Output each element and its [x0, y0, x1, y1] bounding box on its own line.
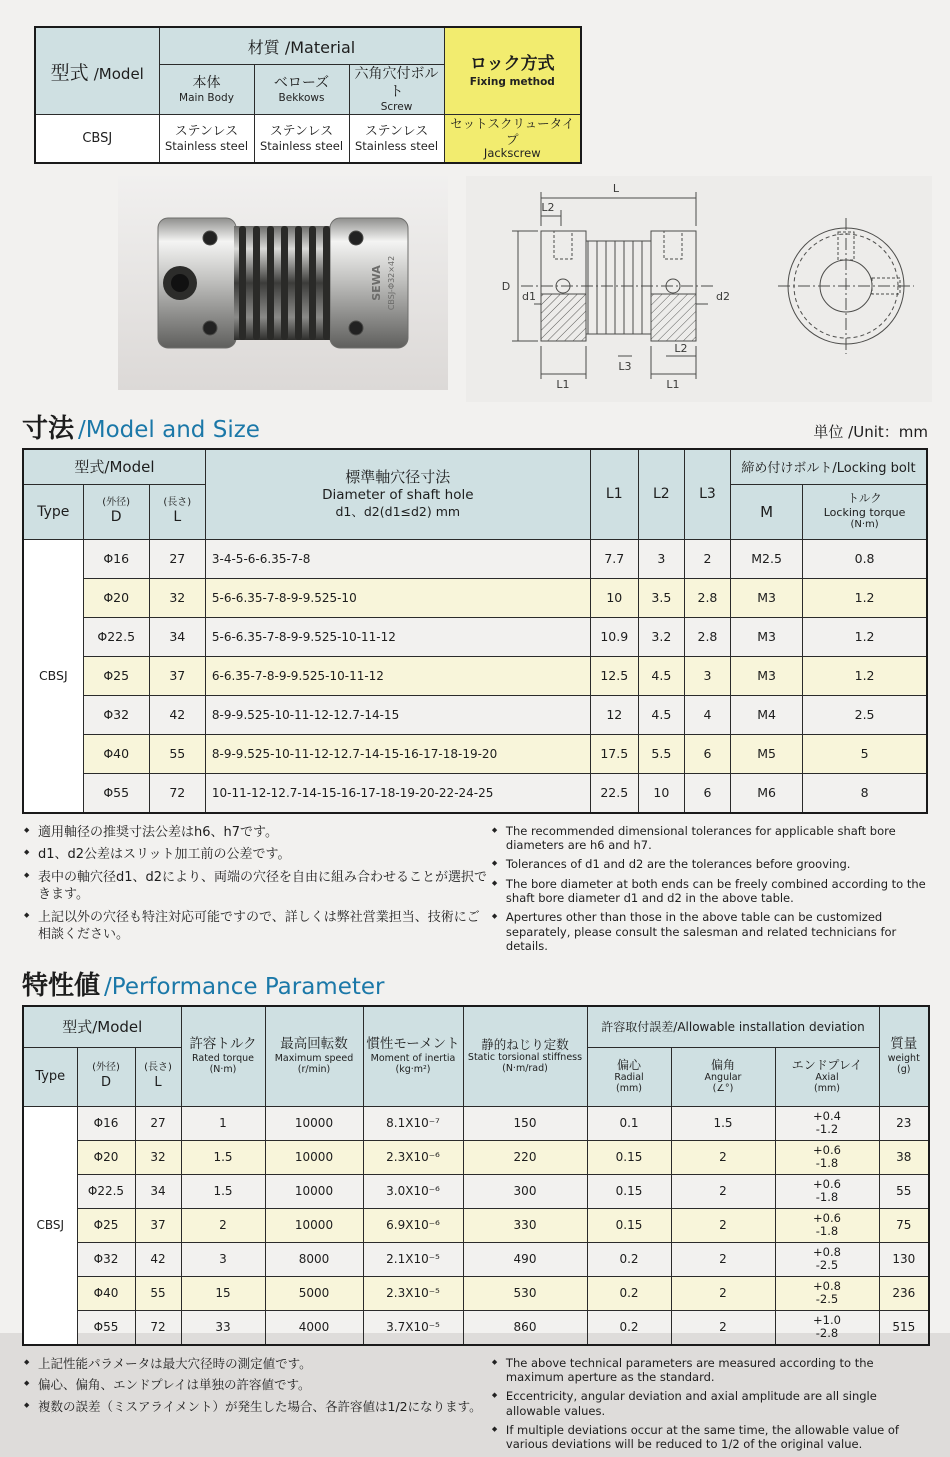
- cell-radial: 0.2: [587, 1310, 671, 1345]
- m-header: M: [731, 484, 803, 539]
- note-item: ◆ The bore diameter at both ends can be freely combined according to the shaft bore diameter d1 and d2 in the above table.: [492, 877, 926, 906]
- table-row: [23, 734, 927, 773]
- cell-angular: 2: [671, 1174, 775, 1208]
- cell-axial: +0.6 -1.8: [775, 1140, 879, 1174]
- table-row: [23, 449, 927, 485]
- cell-d: Φ16: [77, 1106, 135, 1140]
- cell-stiffness: 220: [463, 1140, 587, 1174]
- cell-m: M3: [731, 656, 803, 695]
- dim-L3: L3: [618, 359, 632, 373]
- cell-l: 34: [149, 617, 205, 656]
- cell-l3: 6: [684, 734, 730, 773]
- cell-m: M2.5: [731, 539, 803, 578]
- material-table: [34, 26, 582, 164]
- cell-max-speed: 10000: [265, 1174, 363, 1208]
- model-header: [35, 27, 159, 115]
- table-row: [35, 115, 581, 163]
- note-item: ◆ d1、d2公差はスリット加工前の公差です。: [24, 846, 492, 864]
- cell-l: 32: [149, 578, 205, 617]
- cell-axial: +0.6 -1.8: [775, 1208, 879, 1242]
- cell-max-speed: 10000: [265, 1106, 363, 1140]
- cell-l2: 3: [638, 539, 684, 578]
- cell-m: M3: [731, 617, 803, 656]
- perf-notes-en: [492, 1356, 926, 1457]
- cell-d: Φ55: [77, 1310, 135, 1345]
- unit-label: 単位 /Unit：mm: [813, 422, 928, 441]
- cell-radial: 0.15: [587, 1208, 671, 1242]
- cell-rated-torque: 33: [181, 1310, 265, 1345]
- cell-m: M4: [731, 695, 803, 734]
- engraving-model: CBSJ-Φ32×42: [387, 255, 396, 310]
- size-table: [22, 448, 928, 814]
- cell-stiffness: 150: [463, 1106, 587, 1140]
- cell-l3: 3: [684, 656, 730, 695]
- cell-torque: 0.8: [803, 539, 927, 578]
- stiffness-header: 静的ねじり定数 Static torsional stiffness (N·m/rad): [463, 1006, 587, 1107]
- cell-l3: 4: [684, 695, 730, 734]
- axial-header: エンドプレイ Axial (mm): [775, 1047, 879, 1106]
- cell-max-speed: 4000: [265, 1310, 363, 1345]
- cell-bores: 5-6-6.35-7-8-9-9.525-10: [205, 578, 590, 617]
- table-row: [23, 539, 927, 578]
- technical-drawing: [466, 176, 932, 402]
- dim-d1: d1: [522, 289, 536, 303]
- cell-d: Φ20: [83, 578, 149, 617]
- table-row: [23, 773, 927, 813]
- cell-radial: 0.15: [587, 1174, 671, 1208]
- axial-plus: +0.4: [813, 1108, 841, 1123]
- fixing-header-en: Fixing method: [469, 75, 555, 88]
- table-row: [23, 1310, 929, 1345]
- table-row: [23, 578, 927, 617]
- cell-weight: 38: [879, 1140, 929, 1174]
- angular-header: 偏角 Angular (∠°): [671, 1047, 775, 1106]
- type-header: Type: [23, 484, 83, 539]
- perf-section-header: [22, 970, 928, 1001]
- cell-l1: 7.7: [590, 539, 638, 578]
- rated-torque-header: 許容トルク Rated torque (N·m): [181, 1006, 265, 1107]
- weight-header: 質量 weight (g): [879, 1006, 929, 1107]
- cell-l: 32: [135, 1140, 181, 1174]
- cell-radial: 0.1: [587, 1106, 671, 1140]
- cell-torque: 8: [803, 773, 927, 813]
- inertia-header: 慣性モーメント Moment of inertia (kg·m²): [363, 1006, 463, 1107]
- cell-bores: 3-4-5-6-6.35-7-8: [205, 539, 590, 578]
- cell-radial: 0.15: [587, 1140, 671, 1174]
- cell-inertia: 6.9X10⁻⁶: [363, 1208, 463, 1242]
- cell-l1: 17.5: [590, 734, 638, 773]
- cell-l: 55: [135, 1276, 181, 1310]
- d-header: (外径) D: [83, 484, 149, 539]
- cell-weight: 130: [879, 1242, 929, 1276]
- cell-rated-torque: 3: [181, 1242, 265, 1276]
- cell-l: 37: [149, 656, 205, 695]
- product-photo: [118, 176, 448, 390]
- cell-max-speed: 8000: [265, 1242, 363, 1276]
- perf-notes: [24, 1356, 926, 1457]
- cell-stiffness: 490: [463, 1242, 587, 1276]
- note-item: ◆ Eccentricity, angular deviation and axial amplitude are all single allowable values.: [492, 1389, 926, 1418]
- cell-axial: +0.8 -2.5: [775, 1276, 879, 1310]
- cell-l2: 3.2: [638, 617, 684, 656]
- size-title-en: /Model and Size: [78, 416, 260, 443]
- note-item: ◆ 複数の誤差（ミスアライメント）が発生した場合、各許容値は1/2になります。: [24, 1399, 492, 1416]
- cell-angular: 1.5: [671, 1106, 775, 1140]
- size-notes-jp: [24, 824, 492, 959]
- cell-max-speed: 5000: [265, 1276, 363, 1310]
- cell-stiffness: 330: [463, 1208, 587, 1242]
- perf-notes-jp: [24, 1356, 492, 1457]
- cell-rated-torque: 2: [181, 1208, 265, 1242]
- cell-angular: 2: [671, 1208, 775, 1242]
- model-group-header: 型式/Model: [23, 1006, 181, 1048]
- cell-bores: 6-6.35-7-8-9-9.525-10-11-12: [205, 656, 590, 695]
- model-header-jp: 型式: [50, 61, 89, 84]
- l1-header: L1: [590, 449, 638, 540]
- col-screw: 六角穴付ボルト Screw: [349, 65, 444, 115]
- perf-section-title: [22, 970, 385, 1001]
- cell-l3: 2.8: [684, 617, 730, 656]
- cell-inertia: 3.7X10⁻⁵: [363, 1310, 463, 1345]
- cell-radial: 0.2: [587, 1276, 671, 1310]
- axial-minus: -1.2: [815, 1122, 839, 1137]
- cell-stiffness: 300: [463, 1174, 587, 1208]
- cell-l: 27: [149, 539, 205, 578]
- bore-header: 標準軸穴径寸法 Diameter of shaft hole d1、d2(d1≤d2) mm: [205, 449, 590, 540]
- table-row: [23, 695, 927, 734]
- size-section-title: [22, 413, 260, 444]
- cell-weight: 236: [879, 1276, 929, 1310]
- table-row: [23, 1174, 929, 1208]
- note-item: ◆ Tolerances of d1 and d2 are the tolerances before grooving.: [492, 857, 926, 871]
- cell-torque: 2.5: [803, 695, 927, 734]
- table-row: [23, 656, 927, 695]
- cell-bores: 8-9-9.525-10-11-12-12.7-14-15: [205, 695, 590, 734]
- dim-L: L: [612, 181, 620, 195]
- cell-max-speed: 10000: [265, 1208, 363, 1242]
- material-bellows: ステンレス Stainless steel: [254, 115, 349, 163]
- cell-d: Φ25: [77, 1208, 135, 1242]
- dim-D: D: [501, 279, 511, 293]
- cell-rated-torque: 1: [181, 1106, 265, 1140]
- note-item: ◆ If multiple deviations occur at the same time, the allowable value of various deviations will be reduced to 1/2 of the original value.: [492, 1423, 926, 1452]
- engraving-brand: SEWA: [370, 264, 383, 301]
- perf-title-jp: 特性値: [22, 970, 101, 1001]
- fixing-header-jp: ロック方式: [469, 54, 555, 75]
- model-header-en: /Model: [93, 64, 144, 83]
- dim-d2: d2: [716, 289, 730, 303]
- cell-l: 72: [149, 773, 205, 813]
- cell-l2: 5.5: [638, 734, 684, 773]
- note-item: ◆ 上記以外の穴径も特注対応可能ですので、詳しくは弊社営業担当、技術にご相談ください。: [24, 909, 492, 944]
- cell-inertia: 8.1X10⁻⁷: [363, 1106, 463, 1140]
- d-header: (外径) D: [77, 1047, 135, 1106]
- note-item: ◆ 上記性能パラメータは最大穴径時の測定値です。: [24, 1356, 492, 1373]
- note-item: ◆ 表中の軸穴径d1、d2により、両端の穴径を自由に組み合わせることが選択できます。: [24, 869, 492, 904]
- cell-l: 34: [135, 1174, 181, 1208]
- radial-header: 偏心 Radial (mm): [587, 1047, 671, 1106]
- cell-l: 55: [149, 734, 205, 773]
- fixing-method-header: [444, 27, 581, 115]
- type-value: CBSJ: [23, 539, 83, 813]
- cell-d: Φ32: [83, 695, 149, 734]
- note-item: ◆ The above technical parameters are measured according to the maximum aperture as the standard.: [492, 1356, 926, 1385]
- dim-L1-right: L1: [666, 377, 680, 391]
- cell-weight: 23: [879, 1106, 929, 1140]
- cell-d: Φ20: [77, 1140, 135, 1174]
- size-notes-en: [492, 824, 926, 959]
- cell-l3: 6: [684, 773, 730, 813]
- cell-weight: 515: [879, 1310, 929, 1345]
- cell-axial: +0.6 -1.8: [775, 1174, 879, 1208]
- cell-stiffness: 860: [463, 1310, 587, 1345]
- size-title-jp: 寸法: [22, 413, 75, 444]
- deviation-group-header: 許容取付誤差/Allowable installation deviation: [587, 1006, 879, 1048]
- table-row: [23, 1276, 929, 1310]
- note-item: ◆ 適用軸径の推奨寸法公差はh6、h7です。: [24, 824, 492, 842]
- size-section-header: [22, 413, 928, 444]
- note-item: ◆ 偏心、偏角、エンドプレイは単独の許容値です。: [24, 1377, 492, 1394]
- cell-rated-torque: 1.5: [181, 1140, 265, 1174]
- cell-l1: 22.5: [590, 773, 638, 813]
- performance-table: [22, 1005, 930, 1346]
- cell-torque: 1.2: [803, 656, 927, 695]
- cell-torque: 5: [803, 734, 927, 773]
- cell-axial: [775, 1106, 879, 1140]
- cell-angular: 2: [671, 1242, 775, 1276]
- cell-d: Φ22.5: [83, 617, 149, 656]
- max-speed-header: 最高回転数 Maximum speed (r/min): [265, 1006, 363, 1107]
- type-header: Type: [23, 1047, 77, 1106]
- cell-d: Φ40: [83, 734, 149, 773]
- cell-l1: 12: [590, 695, 638, 734]
- l2-header: L2: [638, 449, 684, 540]
- cell-inertia: 2.1X10⁻⁵: [363, 1242, 463, 1276]
- table-row: [35, 27, 581, 65]
- cell-l2: 4.5: [638, 656, 684, 695]
- cell-l3: 2.8: [684, 578, 730, 617]
- material-screw: ステンレス Stainless steel: [349, 115, 444, 163]
- model-group-header: 型式/Model: [23, 449, 205, 485]
- table-row: [23, 1140, 929, 1174]
- cell-l2: 4.5: [638, 695, 684, 734]
- col-main-body: 本体 Main Body: [159, 65, 254, 115]
- cell-weight: 55: [879, 1174, 929, 1208]
- l-header: (長さ) L: [135, 1047, 181, 1106]
- dim-L2-top: L2: [541, 200, 555, 214]
- table-row: [23, 1006, 929, 1048]
- fixing-method-value: セットスクリュータイプ Jackscrew: [444, 115, 581, 163]
- cell-bores: 5-6-6.35-7-8-9-9.525-10-11-12: [205, 617, 590, 656]
- table-row: [23, 1208, 929, 1242]
- cell-l: 72: [135, 1310, 181, 1345]
- locking-torque-header: トルク Locking torque (N·m): [803, 484, 927, 539]
- cell-m: M3: [731, 578, 803, 617]
- media-row: [22, 176, 928, 402]
- cell-l2: 10: [638, 773, 684, 813]
- dim-L1-left: L1: [556, 377, 570, 391]
- cell-max-speed: 10000: [265, 1140, 363, 1174]
- cell-rated-torque: 1.5: [181, 1174, 265, 1208]
- cell-inertia: 2.3X10⁻⁶: [363, 1140, 463, 1174]
- l-header: (長さ) L: [149, 484, 205, 539]
- col-bellows: ベローズ Bekkows: [254, 65, 349, 115]
- cell-l1: 10: [590, 578, 638, 617]
- cell-l: 42: [149, 695, 205, 734]
- cell-l2: 3.5: [638, 578, 684, 617]
- note-item: ◆ The recommended dimensional tolerances for applicable shaft bore diameters are h6 and h7.: [492, 824, 926, 853]
- cell-l3: 2: [684, 539, 730, 578]
- cell-l: 42: [135, 1242, 181, 1276]
- cell-bores: 8-9-9.525-10-11-12-12.7-14-15-16-17-18-19-20: [205, 734, 590, 773]
- model-value: CBSJ: [35, 115, 159, 163]
- table-row: [23, 1106, 929, 1140]
- cell-l1: 12.5: [590, 656, 638, 695]
- cell-d: Φ25: [83, 656, 149, 695]
- cell-d: Φ16: [83, 539, 149, 578]
- cell-d: Φ32: [77, 1242, 135, 1276]
- cell-inertia: 2.3X10⁻⁵: [363, 1276, 463, 1310]
- cell-weight: 75: [879, 1208, 929, 1242]
- cell-l1: 10.9: [590, 617, 638, 656]
- cell-l: 27: [135, 1106, 181, 1140]
- cell-radial: 0.2: [587, 1242, 671, 1276]
- cell-torque: 1.2: [803, 578, 927, 617]
- cell-m: M5: [731, 734, 803, 773]
- cell-l: 37: [135, 1208, 181, 1242]
- table-row: [23, 617, 927, 656]
- cell-torque: 1.2: [803, 617, 927, 656]
- cell-axial: +1.0 -2.8: [775, 1310, 879, 1345]
- cell-angular: 2: [671, 1140, 775, 1174]
- l3-header: L3: [684, 449, 730, 540]
- cell-d: Φ22.5: [77, 1174, 135, 1208]
- cell-angular: 2: [671, 1310, 775, 1345]
- cell-angular: 2: [671, 1276, 775, 1310]
- size-notes: [24, 824, 926, 959]
- cell-stiffness: 530: [463, 1276, 587, 1310]
- note-item: ◆ Apertures other than those in the above table can be customized separately, please consult the salesman and related technicians for details.: [492, 910, 926, 953]
- cell-m: M6: [731, 773, 803, 813]
- cell-d: Φ40: [77, 1276, 135, 1310]
- cell-rated-torque: 15: [181, 1276, 265, 1310]
- perf-title-en: /Performance Parameter: [104, 973, 385, 1000]
- cell-inertia: 3.0X10⁻⁶: [363, 1174, 463, 1208]
- cell-bores: 10-11-12-12.7-14-15-16-17-18-19-20-22-24-25: [205, 773, 590, 813]
- material-main-body: ステンレス Stainless steel: [159, 115, 254, 163]
- locking-bolt-group-header: 締め付けボルト/Locking bolt: [731, 449, 928, 485]
- cell-d: Φ55: [83, 773, 149, 813]
- table-row: [23, 1242, 929, 1276]
- material-header: 材質 /Material: [159, 27, 444, 65]
- cell-axial: +0.8 -2.5: [775, 1242, 879, 1276]
- dim-L2-bottom: L2: [674, 341, 688, 355]
- type-value: CBSJ: [23, 1106, 77, 1345]
